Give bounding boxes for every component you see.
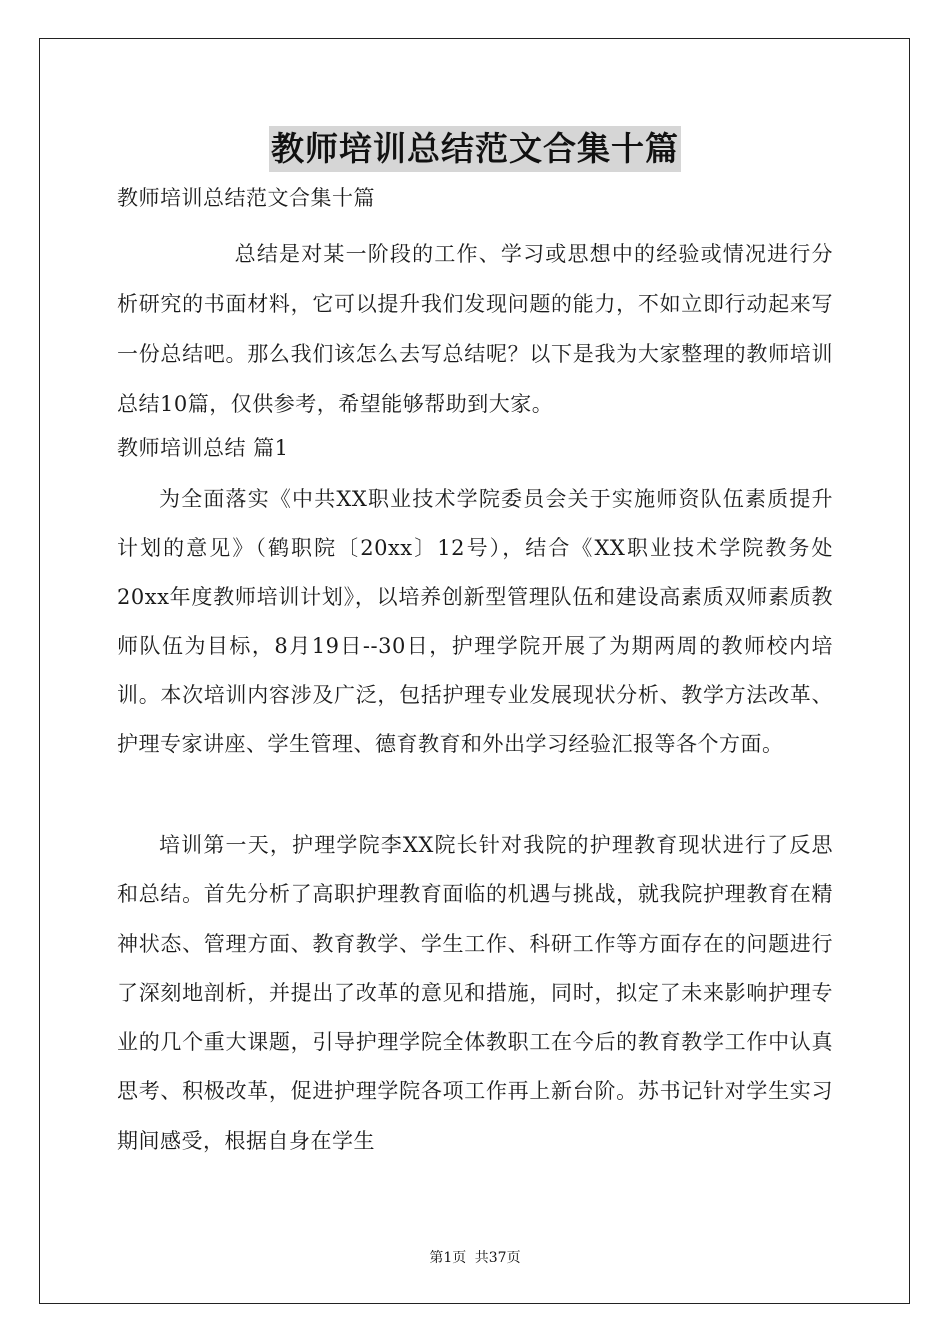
body-paragraph-2: 培训第一天，护理学院李XX院长针对我院的护理教育现状进行了反思和总结。首先分析了高职护理教育面临的机遇与挑战，就我院护理教育在精神状态、管理方面、教育教学、学生工作、科研工作等方面存在的问题进行了深刻地剖析，并提出了改革的意见和措施，同时，拟定了未来影响护理专业的几个重大课题，引导护理学院全体教职工在今后的教育教学工作中认真思考、积极改革，促进护理学院各项工作再上新台阶。苏书记针对学生实习期间感受，根据自身在学生 xyxy=(117,833,833,1153)
section-heading: 教师培训总结 篇1 xyxy=(117,436,289,460)
page-number: 第1页 xyxy=(429,1250,467,1266)
page-total: 共37页 xyxy=(474,1250,521,1266)
document-subtitle: 教师培训总结范文合集十篇 xyxy=(117,186,375,210)
page-footer xyxy=(0,1247,950,1267)
title-container xyxy=(0,126,950,172)
intro-paragraph xyxy=(117,229,833,429)
body-paragraph-1: 为全面落实《中共XX职业技术学院委员会关于实施师资队伍素质提升计划的意见》（鹤职院〔20xx〕12号），结合《XX职业技术学院教务处20xx年度教师培训计划》，以培养创新型管理队伍和建设高素质双师素质教师队伍为目标，8月19日--30日，护理学院开展了为期两周的教师校内培训。本次培训内容涉及广泛，包括护理专业发展现状分析、教学方法改革、护理专家讲座、学生管理、德育教育和外出学习经验汇报等各个方面。 xyxy=(117,487,833,756)
intro-text: 总结是对某一阶段的工作、学习或思想中的经验或情况进行分析研究的书面材料，它可以提升我们发现问题的能力，不如立即行动起来写一份总结吧。那么我们该怎么去写总结呢？以下是我为大家整理的教师培训总结10篇，仅供参考，希望能够帮助到大家。 xyxy=(117,242,833,416)
document-title: 教师培训总结范文合集十篇 xyxy=(269,126,681,172)
